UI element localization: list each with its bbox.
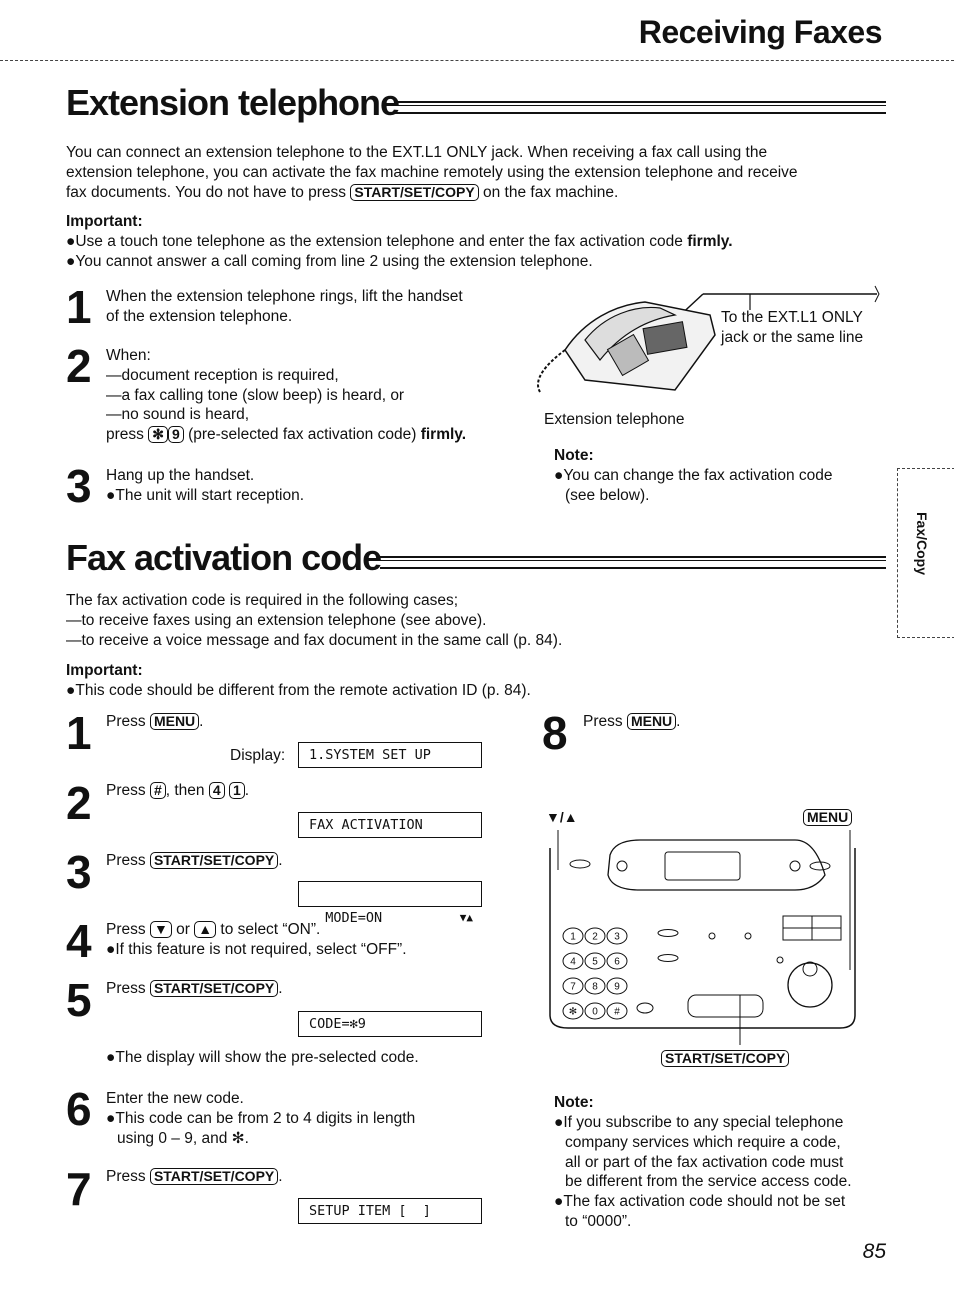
menu-key: MENU	[150, 713, 199, 730]
header-rule	[0, 60, 954, 61]
ext-note-label: Note:	[554, 447, 594, 464]
control-panel-illustration	[540, 830, 865, 1045]
figure-callout: To the EXT.L1 ONLY jack or the same line	[721, 309, 864, 346]
page-number: 85	[862, 1240, 886, 1263]
keypad-key-label: 6	[614, 956, 620, 968]
ext-step-2: When: —document reception is required, —a fax calling tone (slow beep) is heard, or —no sound is heard, press ✻ 9 (pre-selected fax activation code) firmly.	[106, 347, 467, 444]
fac-step-4: Press ▼ or ▲ to select “ON”. ●If this feature is not required, select “OFF”.	[106, 921, 407, 958]
fac-step-number: 6	[66, 1083, 92, 1135]
fac-note: ●If you subscribe to any special telephone company services which require a code, all or part of the fax activation code must be different from the service access code. ●The fax activation code should not be set to “0000”.	[554, 1114, 852, 1230]
menu-key: MENU	[627, 713, 676, 730]
keypad-key-label: #	[614, 1006, 620, 1018]
panel-menu-label: MENU	[803, 809, 852, 826]
keypad-key-label: 0	[592, 1006, 598, 1018]
fac-important-label: Important:	[66, 662, 143, 679]
ext-intro: You can connect an extension telephone to the EXT.L1 ONLY jack. When receiving a fax call using the extension telephone, you can activate the fax machine remotely using the extension telephone and receive fax documents. You do not have to press START/SET/COPY on the fax machine.	[66, 144, 798, 201]
fac-step-5: Press START/SET/COPY .	[106, 980, 283, 997]
ext-note: ●You can change the fax activation code (see below).	[554, 467, 833, 504]
lcd-display: CODE=✻9	[298, 1011, 482, 1037]
ext-important-label: Important:	[66, 213, 143, 230]
keypad-key-label: 2	[592, 931, 598, 943]
keypad-key-label: 9	[614, 981, 620, 993]
keypad-key-label: ✻	[568, 1006, 578, 1018]
ext-step-number: 3	[66, 460, 92, 512]
start-set-copy-key: START/SET/COPY	[150, 852, 278, 869]
hash-key: #	[150, 782, 166, 799]
start-set-copy-key: START/SET/COPY	[150, 1168, 278, 1185]
fac-step-number: 7	[66, 1163, 92, 1215]
panel-start-label: START/SET/COPY	[661, 1050, 789, 1067]
page-header-title: Receiving Faxes	[638, 14, 882, 50]
fac-step-5-note: ●The display will show the pre-selected code.	[106, 1049, 419, 1066]
fac-step-number: 1	[66, 707, 92, 759]
ext-step-3: Hang up the handset. ●The unit will start reception.	[106, 467, 305, 504]
fac-step-number: 2	[66, 777, 92, 829]
lcd-display: 1.SYSTEM SET UP	[298, 742, 482, 768]
display-label: Display:	[230, 747, 286, 764]
fac-intro: The fax activation code is required in the following cases; —to receive faxes using an extension telephone (see above). —to receive a voice message and fax document in the same call (p. 84).	[66, 592, 563, 649]
start-set-copy-key: START/SET/COPY	[350, 184, 478, 201]
fac-step-6: Enter the new code. ●This code can be from 2 to 4 digits in length using 0 – 9, and ✻.	[106, 1090, 416, 1147]
keypad-key-label: 8	[592, 981, 598, 993]
fac-step-number: 3	[66, 846, 92, 898]
keypad-key-label: 3	[614, 931, 620, 943]
start-set-copy-key: START/SET/COPY	[150, 980, 278, 997]
lcd-display: MODE=ON ▼▲	[298, 881, 482, 907]
ext-important-list: ●Use a touch tone telephone as the extension telephone and enter the fax activation code firmly. ●You cannot answer a call coming from line 2 using the extension telephone.	[66, 233, 733, 270]
down-key: ▼	[150, 921, 172, 938]
section-rule	[395, 101, 886, 114]
lcd-display: FAX ACTIVATION	[298, 812, 482, 838]
keypad-key-label: 1	[570, 931, 576, 943]
ext-step-number: 2	[66, 340, 92, 392]
keypad-key-label: 4	[570, 956, 576, 968]
side-tab-label: Fax/Copy	[914, 512, 930, 576]
fac-step-2: Press # , then 4 1 .	[106, 782, 250, 799]
numeric-keypad	[563, 928, 627, 1019]
lcd-display: SETUP ITEM [ ]	[298, 1198, 482, 1224]
section-title-extension: Extension telephone	[66, 82, 400, 123]
one-key: 1	[229, 782, 245, 799]
ext-step-number: 1	[66, 281, 92, 333]
keypad-key-label: 5	[592, 956, 598, 968]
section-title-fax-activation: Fax activation code	[66, 537, 382, 578]
fac-step-1: Press MENU .	[106, 713, 204, 730]
fac-step-7: Press START/SET/COPY .	[106, 1168, 283, 1185]
fac-note-label: Note:	[554, 1094, 594, 1111]
fac-step-number: 5	[66, 974, 92, 1026]
section-rule	[380, 556, 886, 569]
fac-important: ●This code should be different from the remote activation ID (p. 84).	[66, 682, 531, 699]
fac-step-3: Press START/SET/COPY .	[106, 852, 283, 869]
ext-step-1: When the extension telephone rings, lift the handset of the extension telephone.	[106, 288, 463, 325]
figure-caption: Extension telephone	[544, 411, 685, 428]
nav-keys-label: ▼/▲	[546, 809, 578, 825]
four-key: 4	[209, 782, 225, 799]
fac-step-number: 8	[542, 707, 568, 759]
nine-key: 9	[168, 426, 184, 443]
fac-step-8: Press MENU .	[583, 713, 681, 730]
fac-step-number: 4	[66, 915, 92, 967]
up-key: ▲	[194, 921, 216, 938]
keypad-key-label: 7	[570, 981, 576, 993]
star-key: ✻	[148, 426, 168, 443]
